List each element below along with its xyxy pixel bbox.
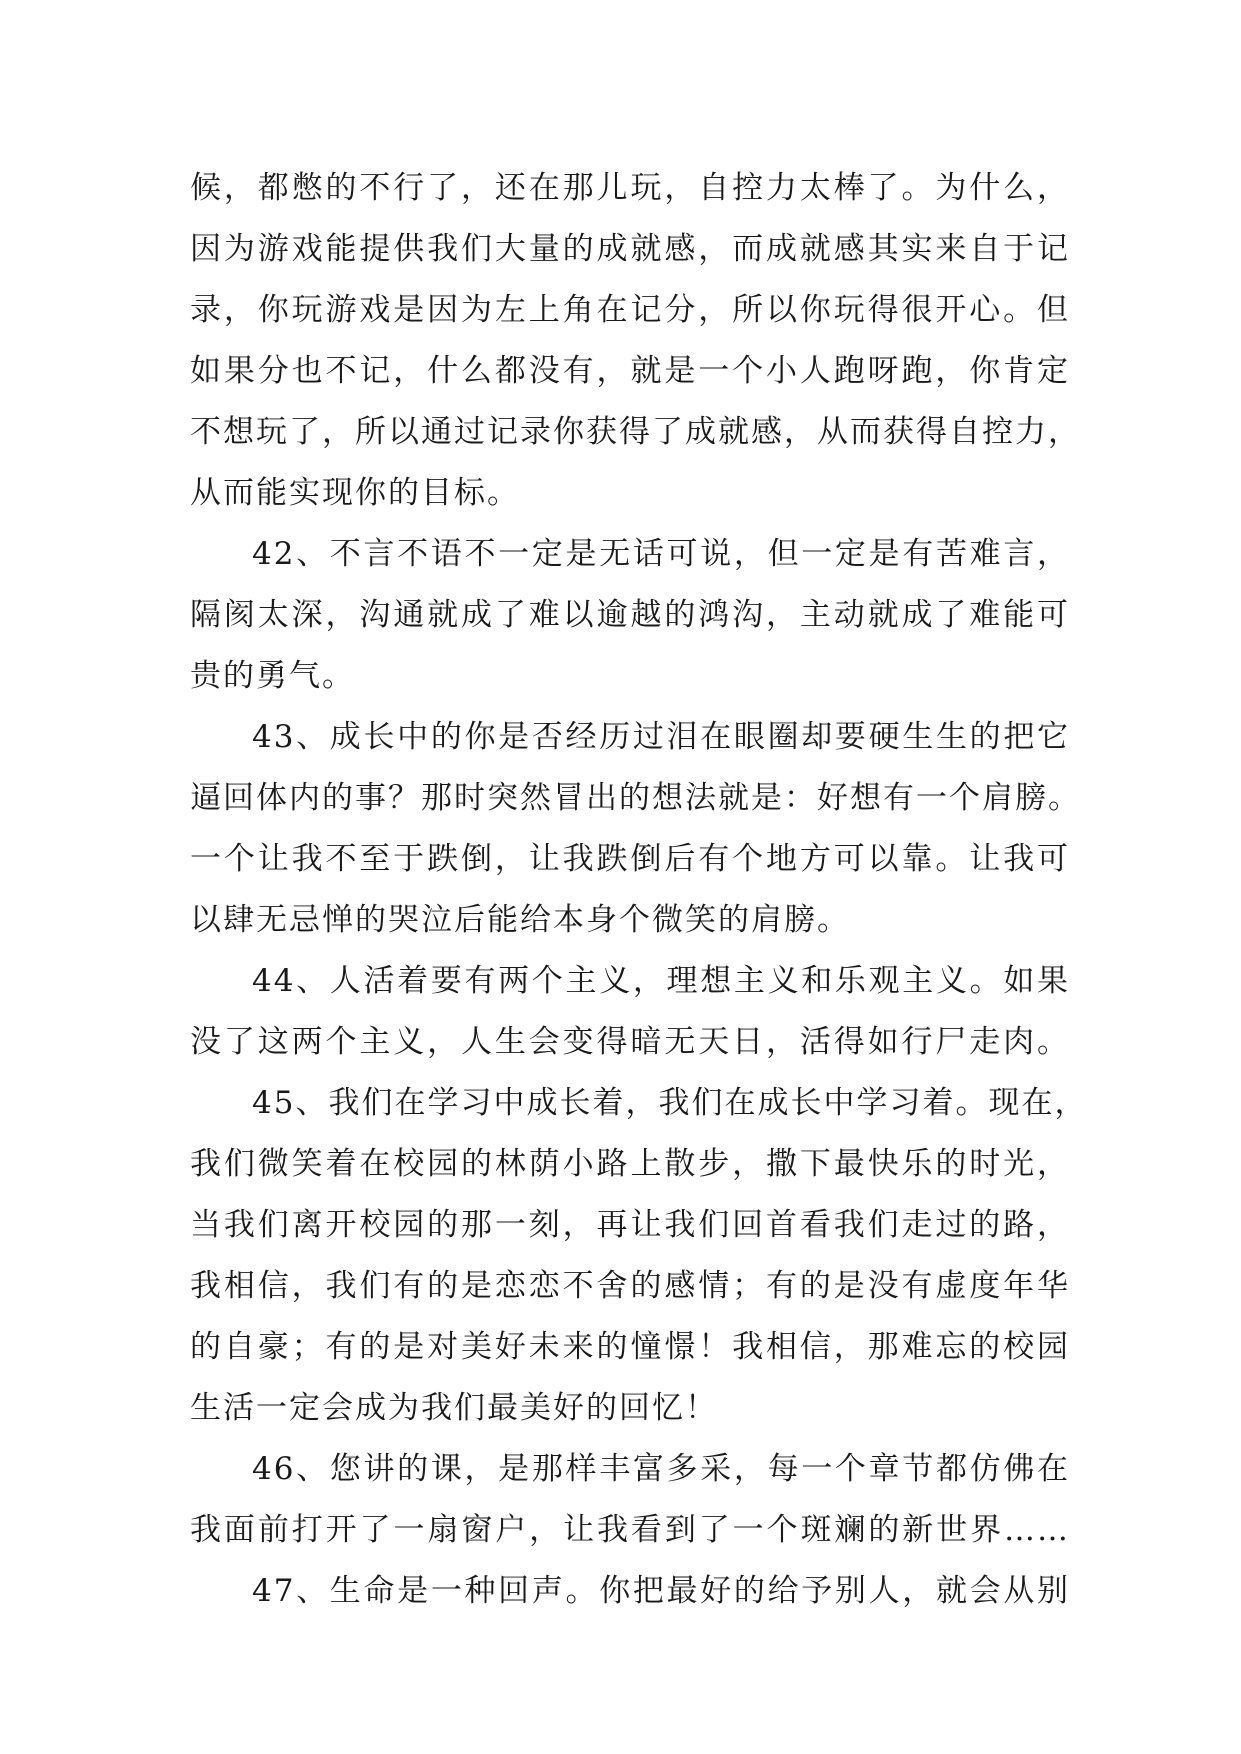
text-line: 47、生命是一种回声。你把最好的给予别人，就会从别	[252, 1573, 1070, 1609]
text-line: 从而能实现你的目标。	[190, 475, 520, 511]
text-line: 以肆无忌惮的哭泣后能给本身个微笑的肩膀。	[190, 902, 850, 938]
text-line: 我们微笑着在校园的林荫小路上散步，撒下最快乐的时光，	[190, 1146, 1070, 1182]
text-line: 候，都憋的不行了，还在那儿玩，自控力太棒了。为什么，	[190, 170, 1070, 206]
text-line: 我相信，我们有的是恋恋不舍的感情；有的是没有虚度年华	[190, 1268, 1070, 1304]
text-line: 录，你玩游戏是因为左上角在记分，所以你玩得很开心。但	[190, 292, 1070, 328]
text-line: 的自豪；有的是对美好未来的憧憬！我相信，那难忘的校园	[190, 1329, 1070, 1365]
text-line: 我面前打开了一扇窗户，让我看到了一个斑斓的新世界……	[190, 1512, 1070, 1548]
text-line: 隔阂太深，沟通就成了难以逾越的鸿沟，主动就成了难能可	[190, 597, 1070, 633]
text-line: 42、不言不语不一定是无话可说，但一定是有苦难言，	[252, 536, 1070, 572]
text-line: 如果分也不记，什么都没有，就是一个小人跑呀跑，你肯定	[190, 353, 1070, 389]
text-line: 生活一定会成为我们最美好的回忆！	[190, 1390, 718, 1426]
text-line: 逼回体内的事？那时突然冒出的想法就是：好想有一个肩膀。	[190, 780, 1081, 816]
paragraph-continuation	[190, 158, 1081, 524]
paragraph-item-45	[190, 1073, 1088, 1439]
text-line: 一个让我不至于跌倒，让我跌倒后有个地方可以靠。让我可	[190, 841, 1070, 877]
text-line: 贵的勇气。	[190, 658, 355, 694]
paragraph-item-42	[190, 524, 1070, 707]
text-line: 45、我们在学习中成长着，我们在成长中学习着。现在，	[252, 1085, 1088, 1121]
text-line: 43、成长中的你是否经历过泪在眼圈却要硬生生的把它	[252, 719, 1070, 755]
text-line: 没了这两个主义，人生会变得暗无天日，活得如行尸走肉。	[190, 1024, 1070, 1060]
text-line: 不想玩了，所以通过记录你获得了成就感，从而获得自控力，	[190, 414, 1081, 450]
text-line: 46、您讲的课，是那样丰富多采，每一个章节都仿佛在	[252, 1451, 1070, 1487]
text-line: 当我们离开校园的那一刻，再让我们回首看我们走过的路，	[190, 1207, 1070, 1243]
paragraph-item-44	[190, 951, 1070, 1073]
paragraph-item-47	[190, 1561, 1070, 1622]
paragraph-item-43	[190, 707, 1081, 951]
document-body	[190, 158, 1088, 1622]
paragraph-item-46	[190, 1439, 1070, 1561]
text-line: 44、人活着要有两个主义，理想主义和乐观主义。如果	[252, 963, 1070, 999]
text-line: 因为游戏能提供我们大量的成就感，而成就感其实来自于记	[190, 231, 1070, 267]
